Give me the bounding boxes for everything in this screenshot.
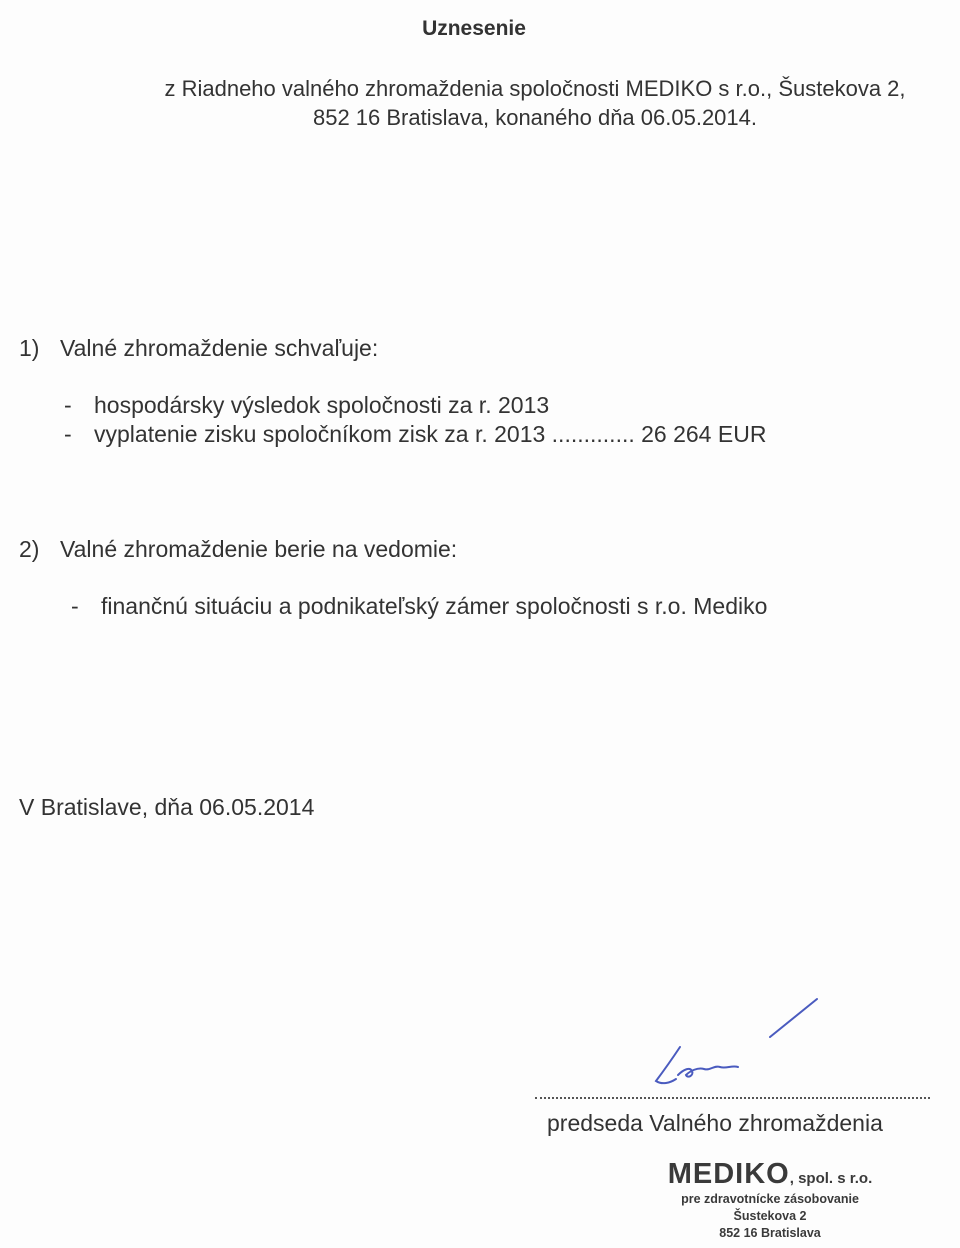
stamp-brand-name: MEDIKO [667,1158,790,1190]
section-1-heading-text: Valné zhromaždenie schvaľuje: [60,335,379,361]
section-1-item-1 [64,392,549,419]
list-item-text: finančnú situáciu a podnikateľský zámer spoločnosti s r.o. Mediko [101,593,768,619]
signature-dotted-line [535,1097,930,1099]
section-1-item-2 [64,421,766,448]
stamp-brand-suffix: , spol. s r.o. [789,1170,873,1187]
section-2-heading [19,536,457,563]
intro-line-1: z Riadneho valného zhromaždenia spoločnosti MEDIKO s r.o., Šustekova 2, [164,76,906,101]
list-dash: - [64,392,72,418]
list-item-text: vyplatenie zisku spoločníkom zisk za r. 2013 ............. 26 264 EUR [94,421,767,447]
section-1-heading [19,335,378,362]
section-2-item-1 [71,593,767,620]
signature-caption: predseda Valného zhromaždenia [547,1110,883,1136]
place-date: V Bratislave, dňa 06.05.2014 [19,794,315,820]
list-dash: - [71,593,79,619]
handwritten-signature [640,995,830,1090]
stamp-line-3: 852 16 Bratislava [719,1226,821,1240]
stamp-line-1: pre zdravotnícke zásobovanie [681,1192,859,1206]
company-stamp [640,1158,900,1242]
list-item-text: hospodársky výsledok spoločnosti za r. 2013 [94,392,550,418]
list-dash: - [64,421,72,447]
intro-line-2: 852 16 Bratislava, konaného dňa 06.05.2014. [312,105,758,130]
stamp-line-2: Šustekova 2 [733,1209,807,1223]
section-1-number: 1) [19,335,40,361]
document-title: Uznesenie [422,17,526,40]
stamp-brand [640,1158,900,1191]
section-2-number: 2) [19,536,40,562]
section-2-heading-text: Valné zhromaždenie berie na vedomie: [60,536,458,562]
